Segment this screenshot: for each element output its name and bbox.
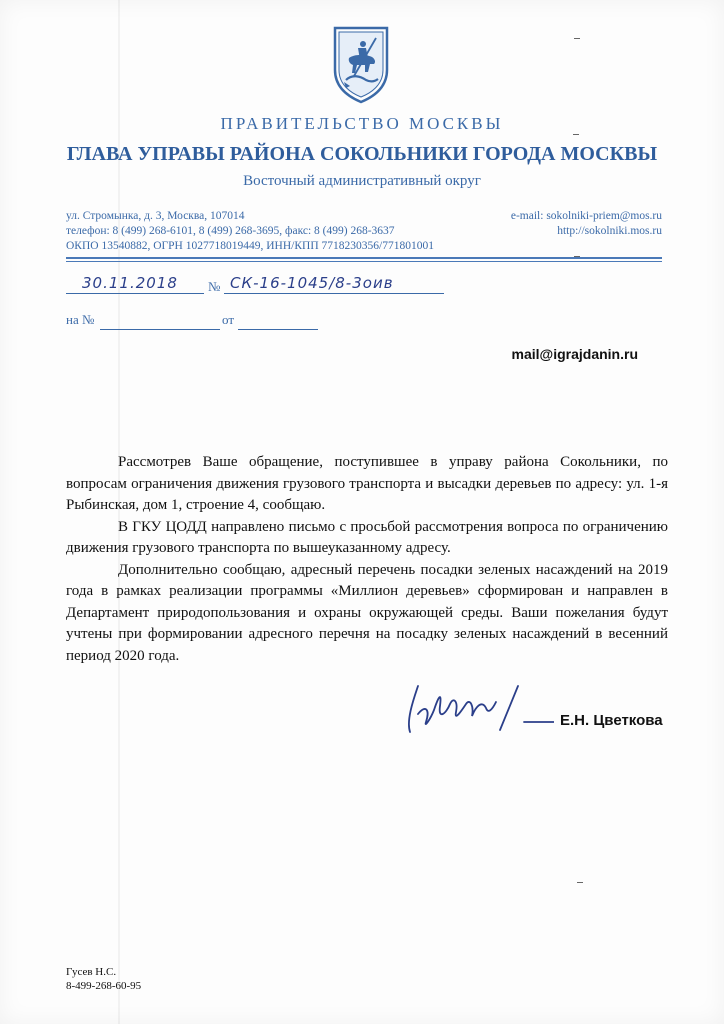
header-divider — [66, 257, 662, 259]
header-divider-thin — [66, 261, 662, 262]
body-paragraph: Дополнительно сообщаю, адресный перечень посадки зеленых насаждений на 2019 года в рамках реализации программы «Миллион деревьев» сформирован и направлен в Департамент природопользования и охраны окружающей среды. Ваши пожелания будут учтены при формировании адресного перечня на посадку зеленых насаждений в весенний период 2020 года. — [66, 561, 668, 664]
scan-speck — [574, 256, 580, 257]
scan-speck — [577, 882, 583, 883]
reply-date-underline — [238, 312, 318, 330]
outgoing-number: СК-16-1045/8-3оив — [230, 274, 394, 292]
organization-title: ГЛАВА УПРАВЫ РАЙОНА СОКОЛЬНИКИ ГОРОДА МОСКВЫ — [66, 143, 658, 165]
body-paragraph: Рассмотрев Ваше обращение, поступившее в управу района Сокольники, по вопросам ограничения движения грузового транспорта и высадки деревьев по адресу: ул. 1-я Рыбинская, дом 1, строение 4, сообщаю. — [66, 454, 668, 513]
email-text[interactable]: e-mail: sokolniki-priem@mos.ru — [510, 210, 662, 222]
executor-phone: 8-499-268-60-95 — [66, 980, 142, 992]
outgoing-registration-line — [66, 276, 446, 300]
website-link[interactable]: http://sokolniki.mos.ru — [557, 225, 662, 237]
district-subtitle: Восточный административный округ — [243, 173, 481, 189]
reply-date-label: от — [222, 312, 235, 327]
outgoing-date: 30.11.2018 — [82, 274, 178, 292]
reply-number-underline — [100, 312, 220, 330]
letter-body — [66, 452, 668, 667]
number-label: № — [208, 279, 221, 294]
scan-speck — [574, 38, 580, 39]
executor-block — [66, 965, 141, 993]
handwritten-signature — [396, 680, 554, 736]
reply-reference-line — [66, 312, 366, 330]
phone-text: телефон: 8 (499) 268-6101, 8 (499) 268-3695, факс: 8 (499) 268-3637 — [66, 225, 395, 237]
signatory-name: Е.Н. Цветкова — [560, 712, 663, 729]
moscow-coat-of-arms-icon — [332, 24, 390, 104]
recipient-email: mail@igrajdanin.ru — [511, 346, 638, 362]
address-text: ул. Стромынка, д. 3, Москва, 107014 — [66, 210, 245, 222]
executor-name: Гусев Н.С. — [66, 966, 117, 978]
body-paragraph: В ГКУ ЦОДД направлено письмо с просьбой рассмотрения вопроса по ограничению движения грузового транспорта по вышеуказанному адресу. — [66, 518, 668, 556]
contact-block — [66, 208, 662, 253]
reply-number-label: на № — [66, 312, 95, 327]
government-title: ПРАВИТЕЛЬСТВО МОСКВЫ — [220, 114, 504, 133]
registration-codes: ОКПО 13540882, ОГРН 1027718019449, ИНН/КПП 7718230356/771801001 — [66, 240, 434, 252]
scan-speck — [573, 134, 579, 135]
